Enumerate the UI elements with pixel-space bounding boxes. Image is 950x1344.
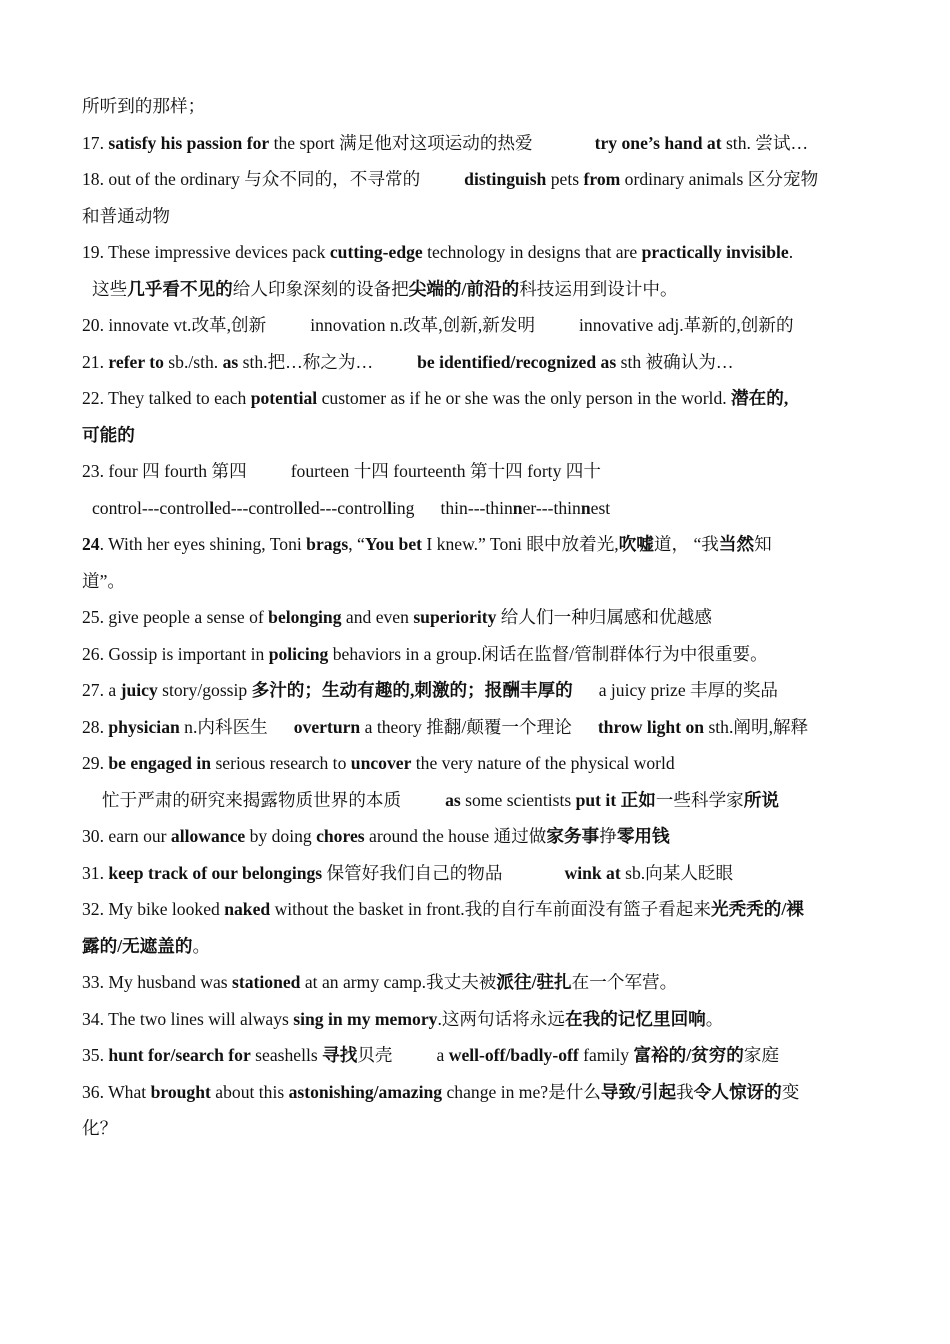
- text-run: customer as if he or she was the only person in the world.: [317, 388, 732, 408]
- text-run: a theory 推翻/颠覆一个理论: [360, 716, 572, 737]
- bold-term: n: [580, 497, 591, 518]
- bold-term: l: [209, 497, 215, 518]
- text-line: [82, 1037, 874, 1074]
- bold-term: throw light on: [597, 716, 705, 737]
- text-run: 34. The two lines will always: [82, 1008, 294, 1029]
- bold-term: practically invisible: [641, 242, 789, 262]
- text-run: pets: [546, 169, 584, 189]
- text-line: [82, 1074, 874, 1111]
- bold-term: potential: [250, 388, 318, 408]
- bold-term: well-off/badly-off: [448, 1045, 579, 1065]
- text-line: [82, 563, 874, 600]
- bold-term: 家务事: [546, 826, 600, 846]
- text-run: at an army camp.我丈夫被: [300, 972, 497, 992]
- text-run: 我: [676, 1081, 694, 1102]
- text-run: 32. My bike looked: [82, 899, 225, 919]
- document-page: [82, 88, 874, 1147]
- text-run: 23. four 四 fourth 第四: [82, 461, 247, 481]
- text-run: around the house 通过做: [364, 826, 547, 846]
- bold-term: l: [298, 497, 304, 518]
- text-line: [82, 453, 874, 490]
- text-line: [82, 636, 874, 673]
- text-line: [82, 1001, 874, 1038]
- text-run: 在一个军营。: [571, 972, 678, 992]
- text-run: 变: [781, 1081, 800, 1102]
- text-run: the sport 满足他对这项运动的热爱: [269, 132, 533, 153]
- bold-term: juicy: [120, 680, 158, 700]
- text-run: technology in designs that are: [422, 242, 642, 262]
- text-run: 17.: [82, 132, 109, 153]
- bold-term: try one’s hand at: [594, 132, 722, 153]
- bold-term: 潜在的,: [731, 388, 789, 408]
- text-line: [82, 307, 874, 344]
- text-run: 18. out of the ordinary 与众不同的，不寻常的: [82, 169, 421, 189]
- bold-term: hunt for/search for: [108, 1045, 251, 1065]
- text-run: 科技运用到设计中。: [519, 278, 678, 299]
- text-run: by doing: [245, 826, 317, 846]
- text-line: [82, 234, 874, 271]
- bold-term: overturn: [293, 716, 361, 737]
- text-line: [82, 709, 874, 746]
- bold-term: 露的/无遮盖的: [82, 935, 193, 956]
- text-run: sb./sth.: [163, 351, 223, 372]
- bold-term: be engaged in: [108, 753, 212, 773]
- bold-term: keep track of our belongings: [108, 862, 323, 883]
- text-run: 所听到的那样；: [82, 96, 206, 116]
- text-line: [82, 818, 874, 855]
- bold-term: 导致/引起: [600, 1081, 677, 1102]
- text-line: [82, 1110, 874, 1147]
- text-run: 19. These impressive devices pack: [82, 242, 330, 262]
- text-run: 。: [705, 1008, 724, 1029]
- text-run: 给人印象深刻的设备把: [232, 278, 409, 299]
- bold-term: put it: [575, 789, 617, 810]
- text-line: [82, 417, 874, 454]
- text-run: 家庭: [743, 1045, 780, 1065]
- bold-term: astonishing/amazing: [288, 1081, 443, 1102]
- bold-term: 光秃秃的/裸: [710, 899, 804, 919]
- text-run: 31.: [82, 862, 109, 883]
- bold-term: 吹嘘: [618, 534, 654, 554]
- bold-term: n: [512, 497, 523, 518]
- text-run: est: [590, 497, 611, 518]
- bold-term: 令人惊讶的: [693, 1081, 782, 1102]
- text-run: 忙于严肃的研究来揭露物质世界的本质: [102, 789, 402, 810]
- text-run: some scientists: [460, 789, 576, 810]
- text-run: 知: [754, 534, 772, 554]
- text-run: .: [788, 242, 794, 262]
- text-run: fourteen 十四 fourteenth 第十四 forty 四十: [290, 461, 601, 481]
- text-run: innovative adj.革新的,创新的: [579, 315, 794, 335]
- bold-term: brags: [306, 534, 349, 554]
- text-line: [82, 672, 874, 709]
- bold-term: 尖端的/前沿的: [408, 278, 520, 299]
- bold-term: 零用钱: [616, 826, 670, 846]
- bold-term: 当然: [718, 534, 755, 554]
- text-run: sb.向某人眨眼: [620, 862, 734, 883]
- text-run: .这两句话将永远: [437, 1008, 565, 1029]
- text-run: 26. Gossip is important in: [82, 643, 269, 664]
- text-run: without the basket in front.我的自行车前面没有篮子看起来: [270, 899, 711, 919]
- bold-term: as: [445, 789, 461, 810]
- bold-term: 寻找: [322, 1045, 358, 1065]
- text-run: 29.: [82, 753, 109, 773]
- text-run: ordinary animals 区分宠物: [620, 169, 819, 189]
- bold-term: allowance: [170, 826, 246, 846]
- text-run: ed---control: [303, 497, 388, 518]
- bold-term: 在我的记忆里回响: [565, 1008, 706, 1029]
- text-run: family: [578, 1045, 634, 1065]
- text-run: ing: [391, 497, 415, 518]
- bold-term: physician: [108, 716, 180, 737]
- text-run: a juicy prize 丰厚的奖品: [598, 680, 779, 700]
- text-run: 保管好我们自己的物品: [322, 862, 503, 883]
- bold-term: cutting-edge: [329, 242, 423, 262]
- text-run: , “: [348, 534, 365, 554]
- text-run: 21.: [82, 351, 109, 372]
- text-line: [82, 964, 874, 1001]
- text-run: 化？: [82, 1118, 118, 1138]
- text-run: sth. 尝试…: [721, 132, 809, 153]
- text-line: [82, 599, 874, 636]
- bold-term: 所说: [743, 789, 779, 810]
- bold-term: wink at: [564, 862, 621, 883]
- bold-term: chores: [316, 826, 365, 846]
- text-run: 22. They talked to each: [82, 388, 251, 408]
- text-run: a: [436, 1045, 449, 1065]
- text-run: 道， “我: [653, 534, 719, 554]
- text-run: seashells: [250, 1045, 323, 1065]
- text-run: sth.阐明,解释: [704, 716, 809, 737]
- text-run: n.内科医生: [179, 716, 268, 737]
- bold-term: You bet: [364, 534, 423, 554]
- bold-term: from: [583, 169, 621, 189]
- text-run: . With her eyes shining, Toni: [99, 534, 307, 554]
- text-run: sth 被确认为…: [616, 351, 734, 372]
- bold-term: belonging: [268, 607, 342, 627]
- bold-term: be identified/recognized as: [417, 351, 617, 372]
- bold-term: 正如: [620, 789, 656, 810]
- text-run: 贝壳: [357, 1045, 393, 1065]
- text-run: 33. My husband was: [82, 972, 233, 992]
- text-run: about this: [210, 1081, 289, 1102]
- bold-term: 派往/驻扎: [496, 972, 572, 992]
- text-line: [82, 271, 874, 308]
- text-line: [82, 88, 874, 125]
- text-run: change in me?是什么: [442, 1081, 601, 1102]
- bold-term: as: [222, 351, 239, 372]
- text-run: 25. give people a sense of: [82, 607, 269, 627]
- text-run: 和普通动物: [82, 205, 170, 226]
- text-run: I knew.” Toni 眼中放着光,: [422, 534, 619, 554]
- text-run: er---thin: [522, 497, 581, 518]
- text-line: [82, 745, 874, 782]
- text-run: 28.: [82, 716, 109, 737]
- bold-term: uncover: [350, 753, 412, 773]
- bold-term: naked: [224, 899, 271, 919]
- text-run: 20. innovate vt.改革,创新: [82, 315, 267, 335]
- text-run: 道”。: [82, 570, 125, 591]
- text-line: [82, 526, 874, 563]
- text-line: [82, 782, 874, 819]
- bold-term: 富裕的/贫穷的: [633, 1045, 744, 1065]
- text-run: story/gossip: [157, 680, 252, 700]
- text-run: 一些科学家: [655, 789, 744, 810]
- text-run: the very nature of the physical world: [411, 753, 675, 773]
- bold-term: brought: [150, 1081, 211, 1102]
- text-run: 36. What: [82, 1081, 151, 1102]
- text-line: [82, 490, 874, 527]
- text-run: ed---control: [214, 497, 299, 518]
- text-run: 35.: [82, 1045, 109, 1065]
- bold-term: policing: [268, 643, 329, 664]
- text-run: serious research to: [211, 753, 351, 773]
- bold-term: 几乎看不见的: [127, 278, 233, 299]
- text-run: 挣: [599, 826, 617, 846]
- text-run: control---control: [92, 497, 210, 518]
- text-line: [82, 928, 874, 965]
- text-run: 30. earn our: [82, 826, 171, 846]
- text-line: [82, 380, 874, 417]
- bold-term: refer to: [108, 351, 164, 372]
- text-run: 。: [192, 935, 211, 956]
- bold-term: l: [387, 497, 392, 518]
- text-run: and even: [341, 607, 414, 627]
- text-run: thin---thin: [440, 497, 513, 518]
- text-run: behaviors in a group.闲话在监督/管制群体行为中很重要。: [328, 643, 768, 664]
- text-line: [82, 161, 874, 198]
- bold-term: distinguish: [464, 169, 547, 189]
- text-line: [82, 891, 874, 928]
- bold-term: satisfy his passion for: [108, 132, 270, 153]
- text-run: 27. a: [82, 680, 121, 700]
- text-line: [82, 125, 874, 162]
- text-line: [82, 855, 874, 892]
- bold-term: stationed: [232, 972, 301, 992]
- text-run: sth.把…称之为…: [238, 351, 374, 372]
- bold-term: sing in my memory: [293, 1008, 438, 1029]
- bold-term: 24: [82, 534, 100, 554]
- bold-term: superiority: [413, 607, 497, 627]
- text-line: [82, 198, 874, 235]
- text-run: innovation n.改革,创新,新发明: [310, 315, 536, 335]
- text-run: 给人们一种归属感和优越感: [496, 607, 712, 627]
- text-run: 这些: [92, 278, 128, 299]
- bold-term: 可能的: [82, 424, 135, 445]
- bold-term: 多汁的；生动有趣的,刺激的；报酬丰厚的: [251, 680, 573, 700]
- text-line: [82, 344, 874, 381]
